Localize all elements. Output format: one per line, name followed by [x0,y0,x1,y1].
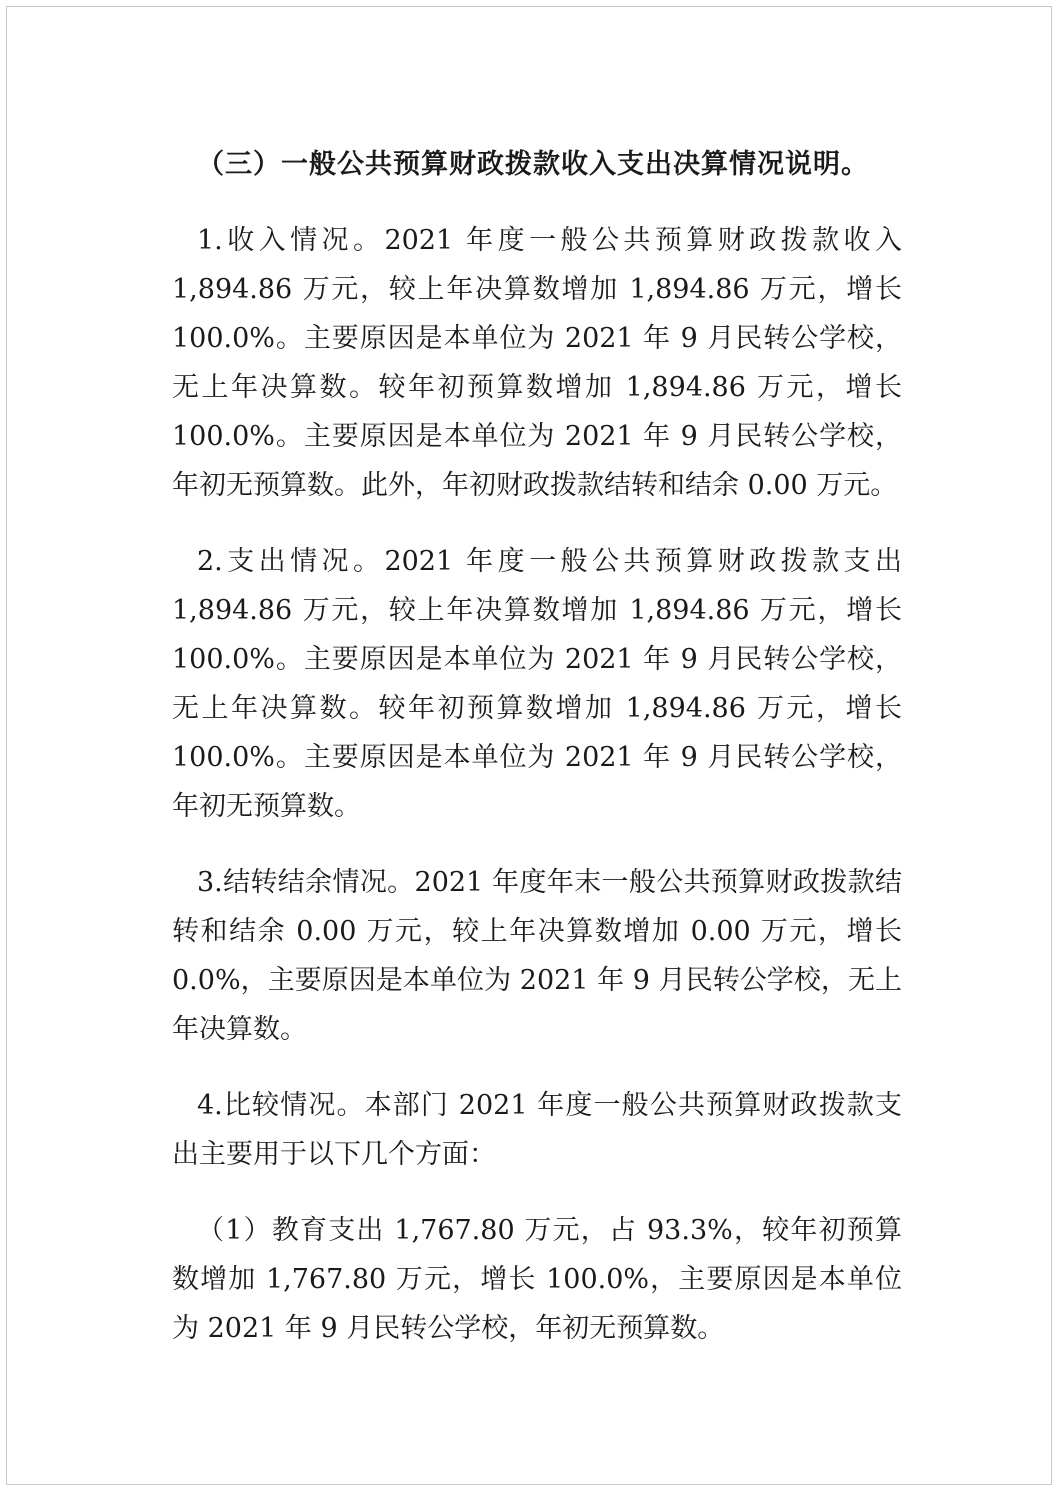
paragraph-comparison: 4.比较情况。本部门 2021 年度一般公共预算财政拨款支出主要用于以下几个方面： [172,1090,902,1170]
document-page [6,6,1052,1485]
section-heading: （三）一般公共预算财政拨款收入支出决算情况说明。 [197,149,869,180]
document-body [172,140,902,1380]
paragraph-expenditure: 2.支出情况。2021 年度一般公共预算财政拨款支出 1,894.86 万元，较上年决算数增加 1,894.86 万元，增长 100.0%。主要原因是本单位为 2021 年 9 月民转公学校，无上年决算数。较年初预算数增加 1,894.86 万元，增长 100.0%。主要原因是本单位为 2021 年 9 月民转公学校，年初无预算数。 [172,546,902,822]
paragraph-education-spending: （1）教育支出 1,767.80 万元，占 93.3%，较年初预算数增加 1,767.80 万元，增长 100.0%，主要原因是本单位为 2021 年 9 月民转公学校，年初无预算数。 [172,1215,902,1344]
paragraph-income: 1.收入情况。2021 年度一般公共预算财政拨款收入 1,894.86 万元，较上年决算数增加 1,894.86 万元，增长 100.0%。主要原因是本单位为 2021 年 9 月民转公学校，无上年决算数。较年初预算数增加 1,894.86 万元，增长 100.0%。主要原因是本单位为 2021 年 9 月民转公学校，年初无预算数。此外，年初财政拨款结转和结余 0.00 万元。 [172,225,902,501]
paragraph-carryover: 3.结转结余情况。2021 年度年末一般公共预算财政拨款结转和结余 0.00 万元，较上年决算数增加 0.00 万元，增长 0.0%，主要原因是本单位为 2021 年 9 月民转公学校，无上年决算数。 [172,867,902,1045]
